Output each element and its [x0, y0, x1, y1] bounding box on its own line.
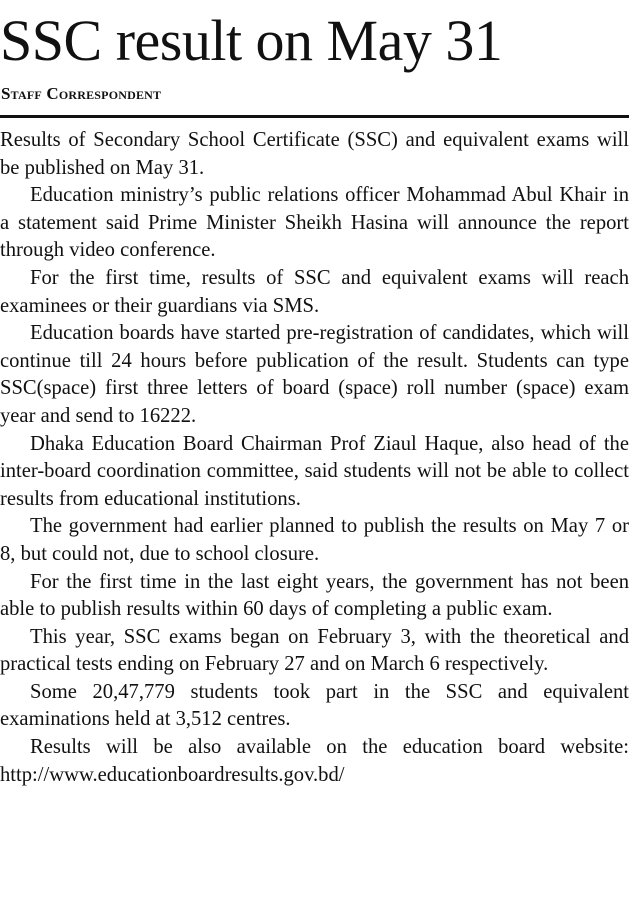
paragraph: Education ministry’s public relations officer Mohammad Abul Khair in a statement said Prime Minister Sheikh Hasina will announce the report through video conference.: [0, 184, 629, 262]
article-body: [0, 127, 629, 789]
paragraph: The government had earlier planned to publish the results on May 7 or 8, but could not, due to school closure.: [0, 515, 629, 565]
paragraph: Dhaka Education Board Chairman Prof Ziaul Haque, also head of the inter-board coordination committee, said students will not be able to collect results from educational institutions.: [0, 432, 629, 510]
paragraph: For the first time, results of SSC and equivalent exams will reach examinees or their guardians via SMS.: [0, 266, 629, 317]
paragraph: Results will be also available on the education board website: http://www.educationboardresults.gov.bd/: [0, 736, 629, 786]
paragraph: Results of Secondary School Certificate (SSC) and equivalent exams will be published on May 31.: [0, 129, 629, 179]
headline: SSC result on May 31: [0, 8, 503, 73]
headline-divider: [0, 115, 629, 118]
paragraph: Some 20,47,779 students took part in the SSC and equivalent examinations held at 3,512 centres.: [0, 680, 629, 731]
paragraph: This year, SSC exams began on February 3, with the theoretical and practical tests ending on February 27 and on March 6 respectively.: [0, 625, 629, 676]
byline: Staff Correspondent: [1, 84, 162, 103]
paragraph: For the first time in the last eight years, the government has not been able to publish results within 60 days of completing a public exam.: [0, 570, 629, 621]
paragraph: Education boards have started pre-registration of candidates, which will continue till 24 hours before publication of the result. Students can type SSC(space) first three letters of board (space) roll number (space) exam year and send to 16222.: [0, 322, 629, 427]
